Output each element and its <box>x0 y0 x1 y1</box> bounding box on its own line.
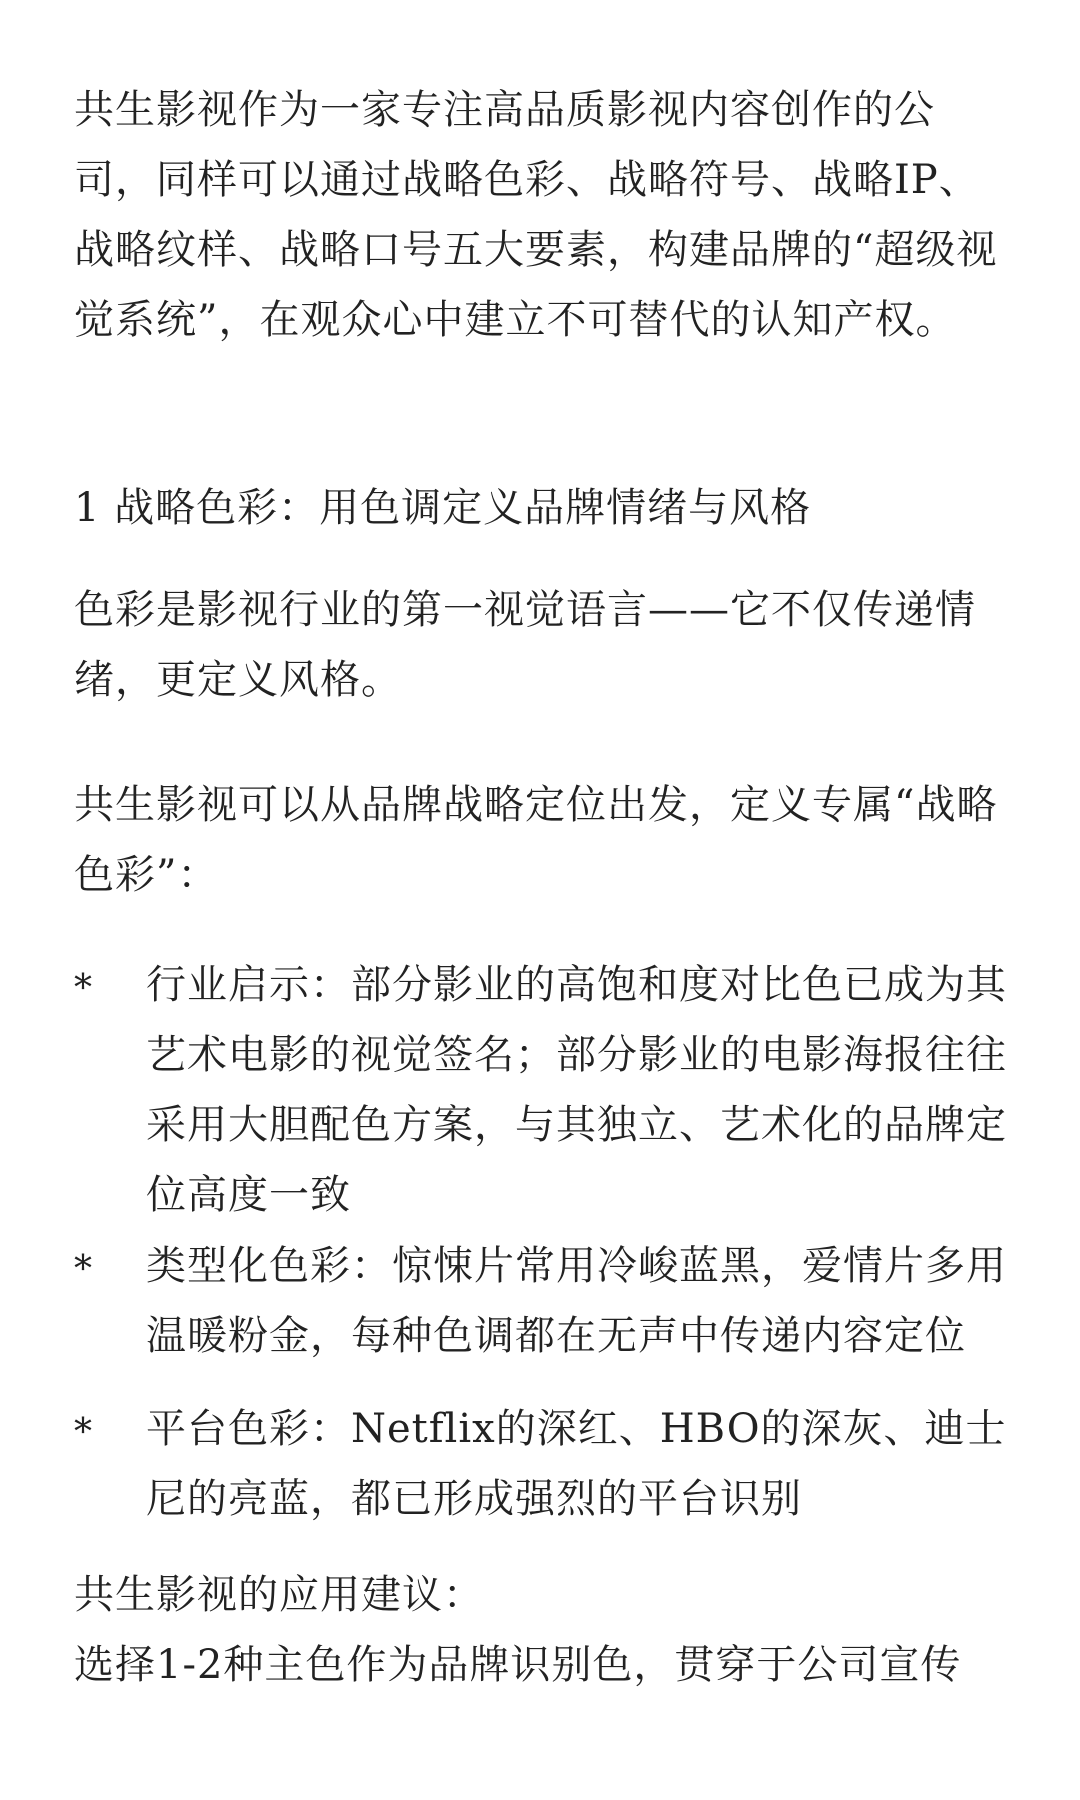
list-item-text: 平台色彩：Netflix的深红、HBO的深灰、迪士尼的亮蓝，都已形成强烈的平台识别 <box>146 1406 1007 1522</box>
advice-title: 共生影视的应用建议： <box>74 1572 484 1618</box>
intro-paragraph: 共生影视作为一家专注高品质影视内容创作的公司，同样可以通过战略色彩、战略符号、战略IP、战略纹样、战略口号五大要素，构建品牌的“超级视觉系统”，在观众心中建立不可替代的认知产权。 <box>74 87 998 343</box>
define-intro-paragraph: 共生影视可以从品牌战略定位出发，定义专属“战略色彩”： <box>74 782 998 898</box>
list-item-text: 行业启示：部分影业的高饱和度对比色已成为其艺术电影的视觉签名；部分影业的电影海报往往采用大胆配色方案，与其独立、艺术化的品牌定位高度一致 <box>146 962 1007 1218</box>
advice-body: 选择1-2种主色作为品牌识别色，贯穿于公司宣传 <box>74 1642 962 1688</box>
bullet-marker: * <box>74 1249 93 1290</box>
article-body <box>74 0 1014 1800</box>
section-heading: 1 战略色彩：用色调定义品牌情绪与风格 <box>74 485 812 531</box>
bullet-marker: * <box>74 968 93 1009</box>
color-language-paragraph: 色彩是影视行业的第一视觉语言——它不仅传递情绪，更定义风格。 <box>74 587 976 703</box>
bullet-marker: * <box>74 1412 93 1453</box>
list-item-text: 类型化色彩：惊悚片常用冷峻蓝黑，爱情片多用温暖粉金，每种色调都在无声中传递内容定位 <box>146 1243 1007 1359</box>
